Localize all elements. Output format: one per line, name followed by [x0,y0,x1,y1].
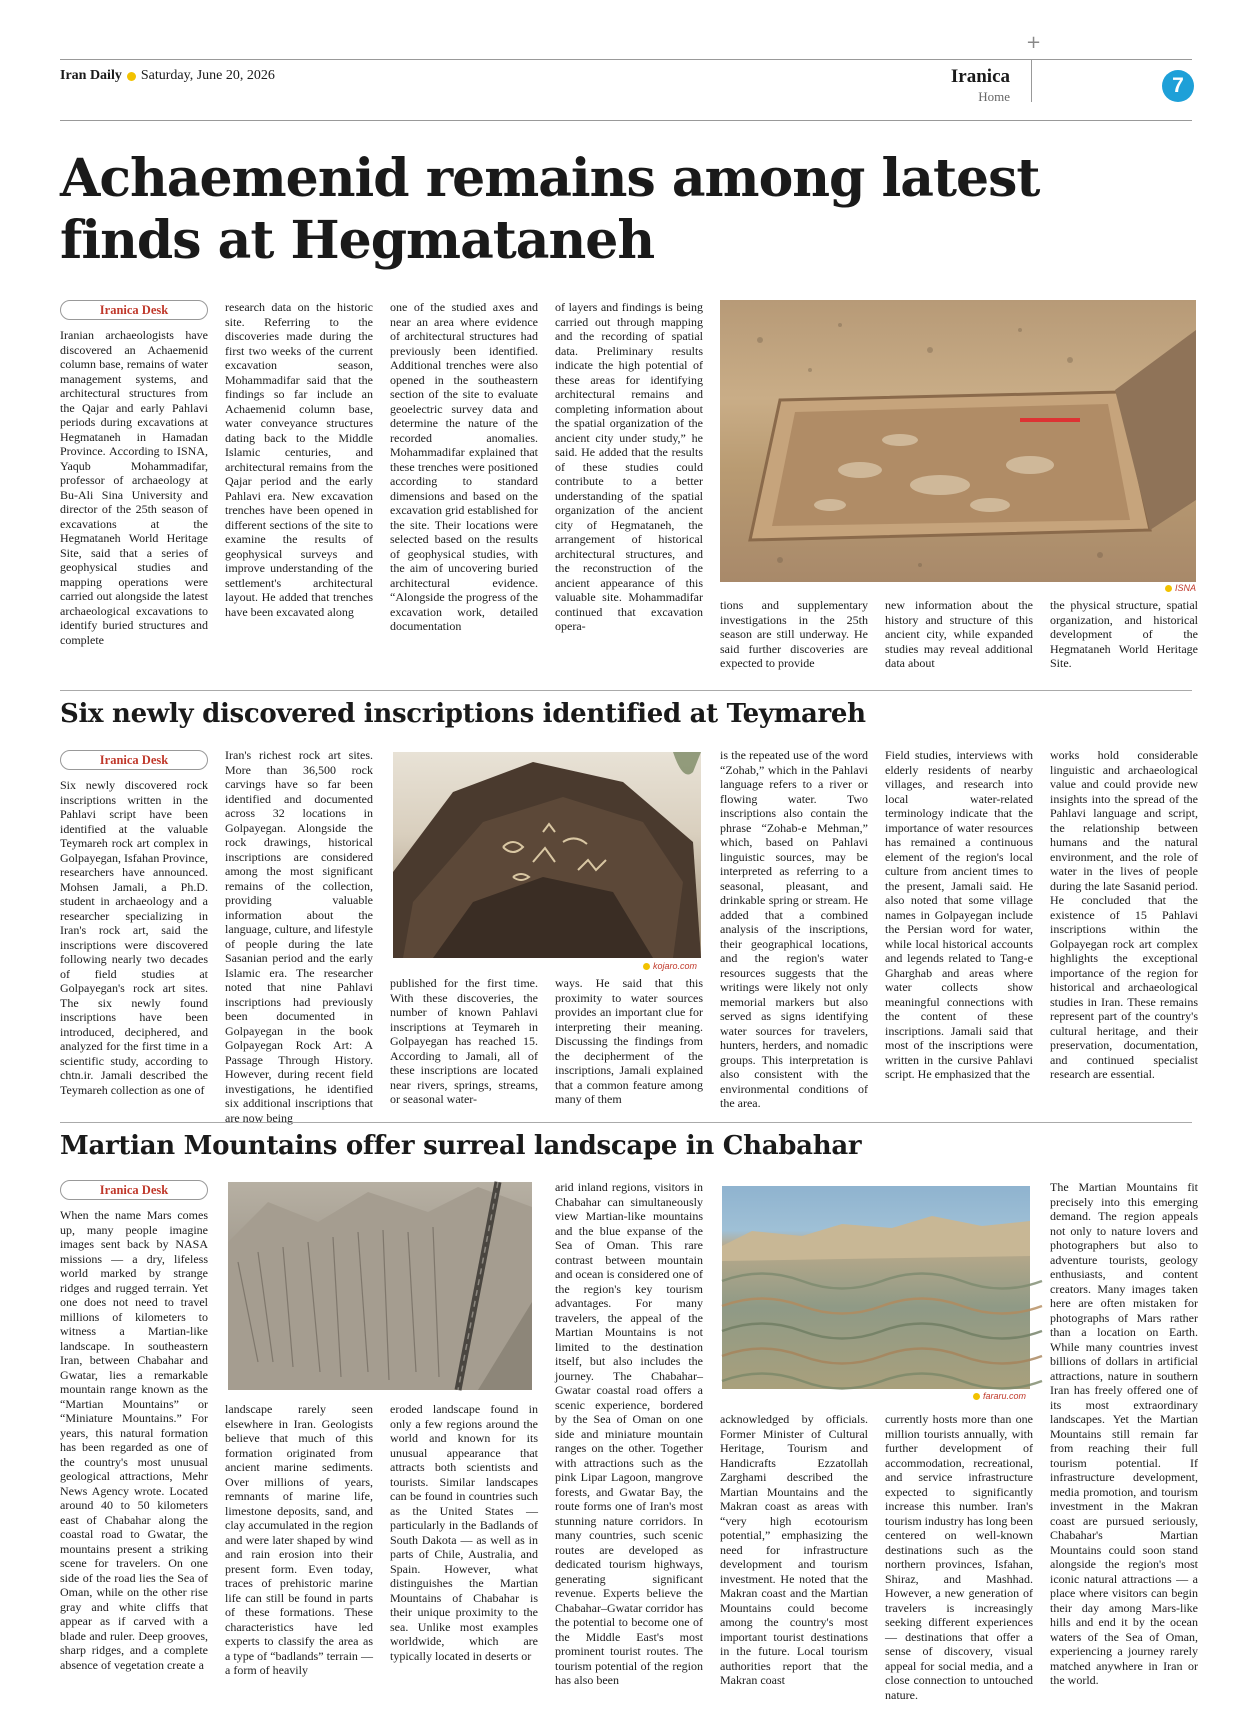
article2-text-7: works hold considerable linguistic and archaeological value and could provide new insights into the spread of the Pahlavi language and script, the relationship between humans and the natural environment, and the role of water in the lives of people during the late Sasanid period. He concluded that the existence of 15 Pahlavi inscriptions within the Golpayegan rock art complex highlights the exceptional importance of the region for historical and archaeological studies in Iran. These remains represent part of the country's cultural heritage, and their preservation, documentation, and continued specialist research are essential. [1050,748,1198,1081]
article3-column-5 [720,1412,868,1690]
article1-column-6 [885,598,1033,672]
article1-photo-excavation [720,300,1196,582]
article3-text-2: landscape rarely seen elsewhere in Iran. Geologists believe that much of this formation originated from ancient marine sediments. Over millions of years, remnants of marine life, limestone deposits, sand, and clay accumulated in the region and were later shaped by wind and rain erosion into their present form. Even today, traces of prehistoric marine life can still be found in parts of these formations. These characteristics have led experts to classify the area as a type of “badlands” terrain — a form of heavily [225,1402,373,1677]
article1-text-5: tions and supplementary investigations in the 25th season are still underway. He said further discoveries are expected to provide [720,598,868,670]
article3-text-7: The Martian Mountains fit precisely into this emerging demand. The region appeals not only to nature lovers and photographers but also to adventure tourists, geology enthusiasts, and content creators. Many images taken here are often mistaken for photographs of Mars rather than a location on Earth. While many countries invest billions of dollars in artificial attractions, nature in southern Iran has freely offered one of its most extraordinary landscapes. Yet the Martian Mountains still remain far from reaching their full tourism potential. If infrastructure development, media promotion, and tourism investment in the Makran coast are pursued seriously, Chabahar's Martian Mountains could soon stand alongside the region's most iconic natural attractions — a place where visitors can begin their day among Mars-like hills and end it by the ocean waters of the Sea of Oman, experiencing a journey rarely matched anywhere in Iran or the world. [1050,1180,1198,1687]
article3-column-4 [555,1180,703,1690]
article3-column-3 [390,1402,538,1690]
article3-photo-martian-landscape [722,1186,1030,1389]
article3-text-1: When the name Mars comes up, many people imagine images sent back by NASA missions — a dry, lifeless world marked by strange ridges and rugged terrain. Yet one does not need to travel millions of kilometers to witness a Martian-like landscape. In southeastern Iran, between Chabahar and Gwatar, lies a remarkable mountain range known as the “Martian Mountains” or “Miniature Mountains.” For years, this natural formation has been regarded as one of the country's most unusual geological attractions, Mehr News Agency wrote. Located around 40 to 50 kilometers east of Chabahar along the coastal road to Gwatar, the mountains present a striking scene for travelers. On one side of the road lies the Sea of Oman, while on the other rise gray and white cliffs that appear as if carved with a blade and ruler. Deep grooves, sharp ridges, and a complete absence of vegetation create a [60,1208,208,1672]
article2-headline: Six newly discovered inscriptions identified at Teymareh [60,699,866,729]
article2-text-5: is the repeated use of the word “Zohab,” which in the Pahlavi language refers to a river or flowing water. Two inscriptions also contain the phrase “Zohab-e Mehman,” which, based on Pahlavi linguistic sources, may be interpreted as referring to a seasonal, pleasant, and drinkable spring or stream. He added that a combined analysis of the inscriptions, their geographical locations, and the region's water resources suggests that the writings were likely not only memorial markers but also served as signs identifying water sources for travelers, hunters, herders, and nomadic groups. This interpretation is also consistent with the environmental conditions of the area. [720,748,868,1110]
credit-dot-icon [1165,585,1172,592]
martian-landscape-illustration [722,1186,1030,1389]
excavation-illustration [720,300,1196,582]
article1-desk-label: Iranica Desk [60,300,208,320]
article3-column-7 [1050,1180,1198,1690]
issue-date: Saturday, June 20, 2026 [140,68,275,83]
page-number-badge: 7 [1162,70,1194,102]
article3-photo-credit [973,1391,1026,1401]
article1-column-3 [390,300,538,672]
article2-photo-rock-art [393,752,701,958]
article1-column-7 [1050,598,1198,672]
section-title: Iranica [950,66,1010,87]
article1-text-4: of layers and findings is being carried out through mapping and the recording of spatial data. Preliminary results indicate the high potential of these areas for identifying architectural remains and completing information about the spatial organization of the ancient city under study,” he said. He added that the results of these studies could contribute to a better understanding of the spatial organization of the ancient city of Hegmataneh, the arrangement of historical architectural structures, and the reconstruction of the ancient appearance of this valuable site. Mohammadifar continued that excavation opera- [555,300,703,633]
article1-column-5 [720,598,868,672]
masthead [60,68,275,84]
article1-text-2: research data on the historic site. Referring to the discoveries made during the first two weeks of the current excavation season, Mohammadifar said that the findings so far include an Achaemenid column base, water conveyance structures dating back to the Middle Islamic centuries, and architectural remains from the Qajar period and the early Pahlavi era. New excavation trenches have been opened in different sections of the site to examine the results of geophysical surveys and improve understanding of the settlement's architectural layout. He added that trenches have been excavated along [225,300,373,619]
credit-dot-icon [643,963,650,970]
article1-column-1 [60,300,208,672]
bullet-dot-icon [127,72,136,81]
article3-desk-label: Iranica Desk [60,1180,208,1200]
section-subtitle: Home [978,89,1010,104]
article2-text-3: published for the first time. With these discoveries, the number of known Pahlavi inscriptions at Teymareh in Golpayegan has reached 15. According to Jamali, all of these inscriptions are located near rivers, springs, streams, or seasonal water- [390,976,538,1106]
section-label [951,66,1010,105]
credit-text: fararu.com [983,1391,1027,1401]
section-divider-2 [60,1122,1192,1123]
article1-column-2 [225,300,373,672]
article1-photo-credit [1165,583,1196,593]
credit-dot-icon [973,1393,980,1400]
article2-text-2: Iran's richest rock art sites. More than 36,500 rock carvings have so far been identified and documented across 32 locations in Golpayegan. Alongside the rock drawings, historical inscriptions are considered among the most significant remains of the collection, providing valuable information about the language, culture, and lifestyle of people during the late Sasanian period and the early Islamic era. The researcher noted that nine Pahlavi inscriptions had previously been documented in Golpayegan in the book Golpayegan Rock Art: A Passage Through History. However, during recent field investigations, he identified six additional inscriptions that are now being [225,748,373,1125]
article2-text-4: ways. He said that this proximity to water sources provides an important clue for interpreting their meaning. Discussing the findings from the decipherment of the inscriptions, Jamali explained that a common feature among many of them [555,976,703,1106]
article2-column-3 [390,976,538,1112]
article3-photo-mountains-road [228,1182,532,1390]
paper-name: Iran Daily [60,68,122,83]
article2-column-1 [60,750,208,1112]
article1-text-1: Iranian archaeologists have discovered an Achaemenid column base, remains of water management systems, and architectural structures from the Qajar and early Pahlavi periods during excavations at Hegmataneh in Hamadan Province. According to ISNA, Yaqub Mohammadifar, professor of archaeology at Bu-Ali Sina University and director of the 25th season of excavations at the Hegmataneh World Heritage Site, said that a series of geophysical studies and mapping operations were carried out alongside the latest archaeological excavations to identify buried structures and complete [60,328,208,647]
article3-column-6 [885,1412,1033,1702]
article3-text-5: acknowledged by officials. Former Minister of Cultural Heritage, Tourism and Handicrafts Ezzatollah Zarghami described the Martian Mountains and the Makran coast as areas with “very high ecotourism potential,” emphasizing the need for infrastructure development and tourism investment. He noted that the Makran coast and the Martian Mountains could become among the country's most important tourist destinations in the future. Local tourism authorities report that the Makran coast [720,1412,868,1687]
article1-column-4 [555,300,703,672]
article1-headline: Achaemenid remains among latest finds at Hegmataneh [60,148,1040,271]
article1-text-7: the physical structure, spatial organization, and historical development of the Hegmataneh World Heritage Site. [1050,598,1198,670]
top-rule [60,59,1192,60]
article2-text-6: Field studies, interviews with elderly residents of nearby villages, and research into local water-related terminology indicate that the importance of water resources has remained a continuous element of the region's local culture from ancient times to the present, Jamali said. He also noted that some village names in Golpayegan include the Persian word for water, while local historical accounts and legends related to Tang-e Gharghab and areas where water collects show meaningful connections with the content of these inscriptions. Jamali said that most of the inscriptions were written in the cursive Pahlavi script. He emphasized that the [885,748,1033,1081]
article2-column-5 [720,748,868,1112]
article2-column-6 [885,748,1033,1112]
article2-column-2 [225,748,373,1125]
article2-column-7 [1050,748,1198,1112]
header-divider [1031,60,1032,102]
article2-photo-credit [643,961,697,971]
article3-column-1 [60,1180,208,1690]
article1-text-6: new information about the history and structure of this ancient city, while expanded studies may reveal additional data about [885,598,1033,670]
article3-text-3: eroded landscape found in only a few regions around the world and known for its unusual appearance that attracts both scientists and tourists. Similar landscapes can be found in countries such as the United States — particularly in the Badlands of South Dakota — as well as in parts of Chile, Australia, and Spain. However, what distinguishes the Martian Mountains of Chabahar is their unique proximity to the sea. Unlike most examples worldwide, which are typically located in deserts or [390,1402,538,1663]
article3-column-2 [225,1402,373,1690]
article3-text-6: currently hosts more than one million tourists annually, with further development of accommodation, recreational, and service infrastructure expected to significantly increase this number. Iran's tourism industry has long been centered on well-known destinations such as the northern provinces, Isfahan, Shiraz, and Mashhad. However, a new generation of travelers is increasingly seeking different experiences — destinations that offer a sense of discovery, visual appeal for social media, and a close connection to untouched nature. [885,1412,1033,1702]
crop-mark-icon: + [1026,32,1042,53]
section-divider-1 [60,690,1192,691]
article2-desk-label: Iranica Desk [60,750,208,770]
article2-column-4 [555,976,703,1112]
header-rule [60,120,1192,121]
article1-text-3: one of the studied axes and near an area where evidence of architectural structures had previously been identified. Additional trenches were also opened in the southeastern section of the site to evaluate geoelectric survey data and determine the nature of the recorded anomalies. Mohammadifar explained that these trenches were positioned according to standard dimensions and based on the excavation grid established for the site. Their locations were selected based on the results of geophysical studies, with the aim of uncovering buried architectural evidence. “Alongside the progress of the excavation work, detailed documentation [390,300,538,633]
credit-text: kojaro.com [653,961,698,971]
article2-text-1: Six newly discovered rock inscriptions written in the Pahlavi script have been identified at the valuable Teymareh rock art complex in Golpayegan, Isfahan Province, researchers have announced. Mohsen Jamali, a Ph.D. student in archaeology and a researcher specializing in Iran's rock art, said the inscriptions were discovered following nearly two decades of field studies at Golpayegan's rock art sites. The six newly found inscriptions have been introduced, deciphered, and analyzed for the first time in a scientific study, according to chtn.ir. Jamali described the Teymareh collection as one of [60,778,208,1097]
credit-text: ISNA [1175,583,1197,593]
mountains-road-illustration [228,1182,532,1390]
article3-text-4: arid inland regions, visitors in Chabahar can simultaneously view Martian-like mountains and the blue expanse of the Sea of Oman. This rare contrast between mountain and ocean is considered one of the region's key tourism advantages. For many travelers, the appeal of the Martian Mountains is not limited to the destination itself, but also includes the journey. The Chabahar–Gwatar coastal road offers a scenic experience, bordered by the Sea of Oman on one side and miniature mountain ranges on the other. Together with attractions such as the pink Lipar Lagoon, mangrove forests, and Gwatar Bay, the route forms one of Iran's most stunning nature corridors. In many countries, such scenic routes are developed as dedicated tourism highways, generating significant revenue. Experts believe the Chabahar–Gwatar corridor has the potential to become one of the Middle East's most prominent tourist routes. The tourism potential of the region has also been [555,1180,703,1687]
article3-headline: Martian Mountains offer surreal landscape in Chabahar [60,1131,862,1161]
rock-art-illustration [393,752,701,958]
